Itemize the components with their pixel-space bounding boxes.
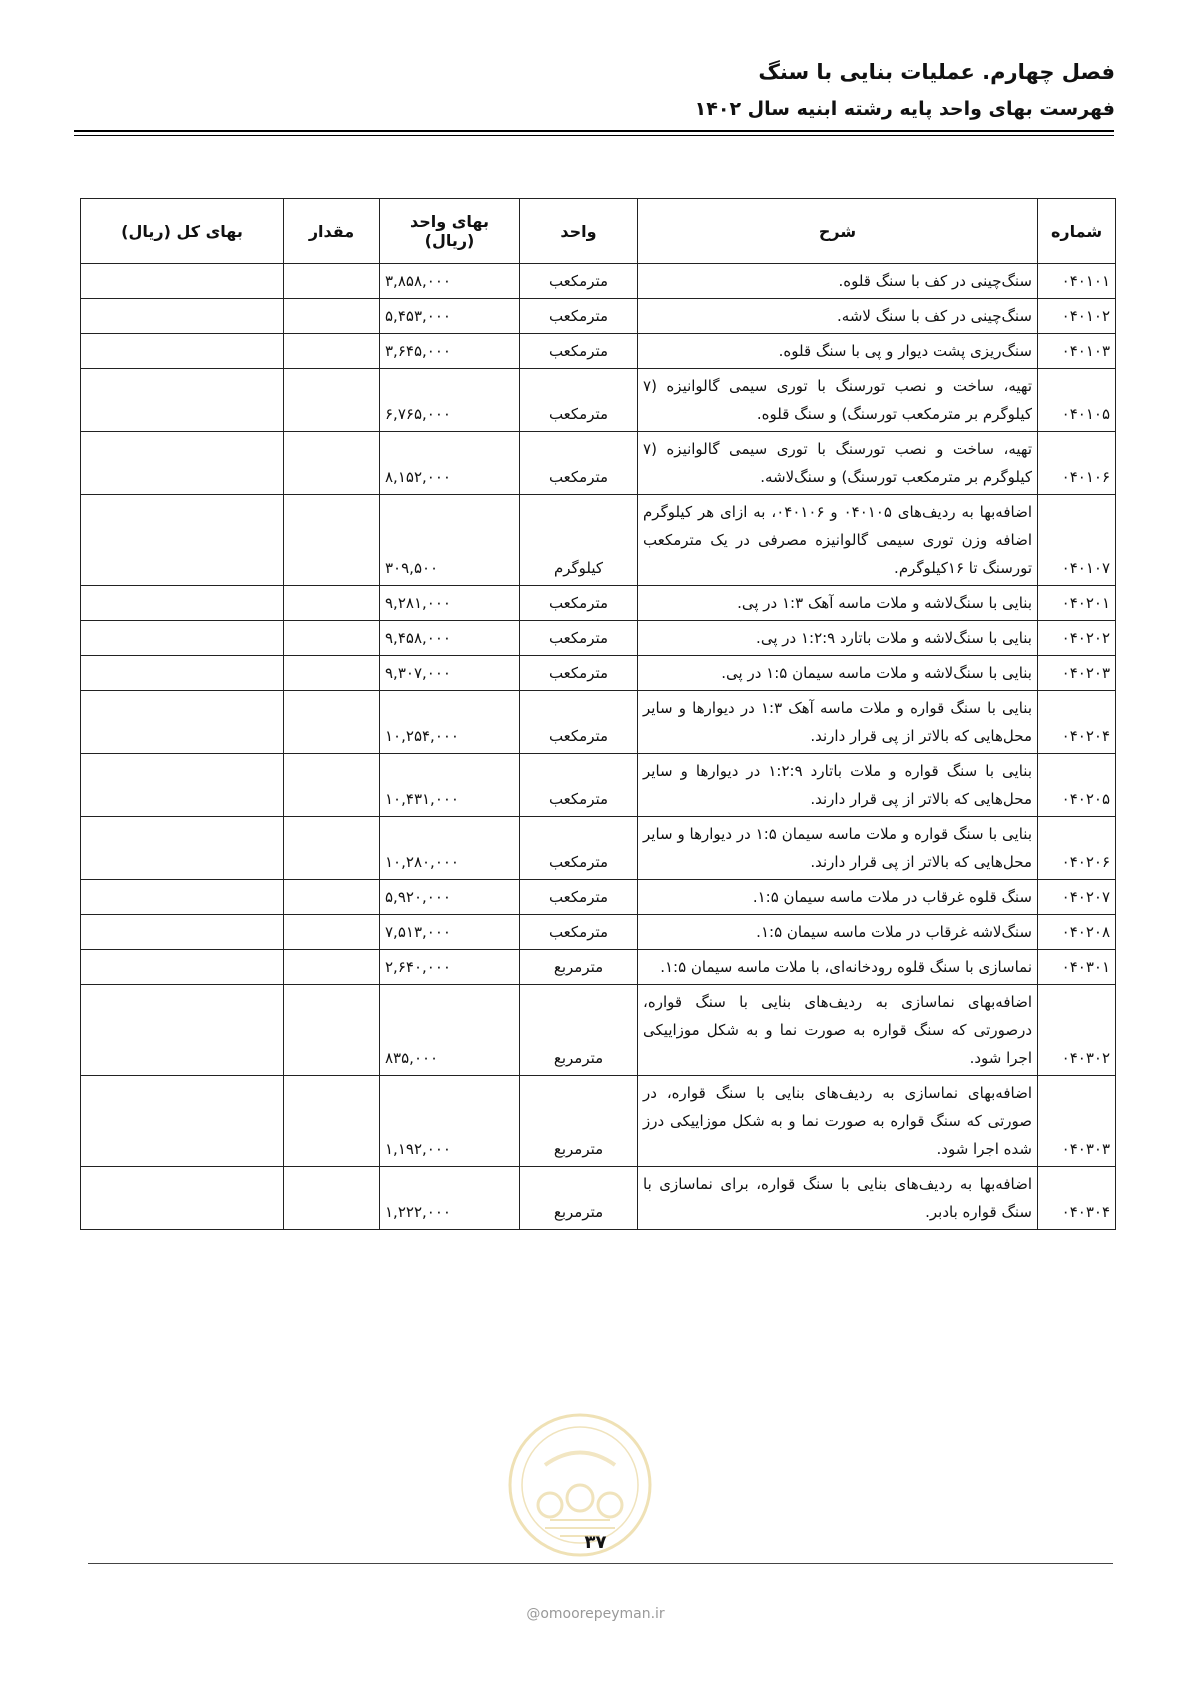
table-row xyxy=(81,1167,1116,1230)
row-number: ۰۴۰۱۰۱ xyxy=(1038,264,1116,299)
row-unit-price: ۵,۴۵۳,۰۰۰ xyxy=(380,299,520,334)
row-unit: مترمکعب xyxy=(520,299,638,334)
row-total-price xyxy=(81,1167,284,1230)
row-description: بنایی با سنگ‌لاشه و ملات ماسه آهک ۱:۳ در پی. xyxy=(638,586,1038,621)
row-unit-price: ۳,۸۵۸,۰۰۰ xyxy=(380,264,520,299)
row-unit: مترمربع xyxy=(520,1076,638,1167)
table-row xyxy=(81,691,1116,754)
row-total-price xyxy=(81,334,284,369)
row-description: سنگ‌چینی در کف با سنگ لاشه. xyxy=(638,299,1038,334)
row-quantity xyxy=(284,299,380,334)
row-unit-price: ۳,۶۴۵,۰۰۰ xyxy=(380,334,520,369)
table-row xyxy=(81,985,1116,1076)
row-unit-price: ۲,۶۴۰,۰۰۰ xyxy=(380,950,520,985)
row-unit-price: ۹,۳۰۷,۰۰۰ xyxy=(380,656,520,691)
row-unit: مترمربع xyxy=(520,1167,638,1230)
row-number: ۰۴۰۲۰۳ xyxy=(1038,656,1116,691)
row-quantity xyxy=(284,334,380,369)
row-number: ۰۴۰۲۰۷ xyxy=(1038,880,1116,915)
row-number: ۰۴۰۱۰۷ xyxy=(1038,495,1116,586)
table-row xyxy=(81,586,1116,621)
row-unit-price: ۹,۲۸۱,۰۰۰ xyxy=(380,586,520,621)
row-unit-price: ۸,۱۵۲,۰۰۰ xyxy=(380,432,520,495)
row-quantity xyxy=(284,586,380,621)
footer-rule xyxy=(88,1563,1113,1564)
column-header-quantity: مقدار xyxy=(284,199,380,264)
row-description: اضافه‌بهای نماسازی به ردیف‌های بنایی با سنگ قواره، درصورتی که سنگ قواره به صورت نما و به شکل موزاییکی اجرا شود. xyxy=(638,985,1038,1076)
row-total-price xyxy=(81,586,284,621)
table-row xyxy=(81,264,1116,299)
row-unit-price: ۶,۷۶۵,۰۰۰ xyxy=(380,369,520,432)
row-unit: مترمکعب xyxy=(520,880,638,915)
table-row xyxy=(81,817,1116,880)
table-row xyxy=(81,754,1116,817)
row-total-price xyxy=(81,985,284,1076)
row-unit: مترمکعب xyxy=(520,334,638,369)
row-total-price xyxy=(81,495,284,586)
row-total-price xyxy=(81,817,284,880)
row-unit: مترمکعب xyxy=(520,691,638,754)
row-quantity xyxy=(284,950,380,985)
column-header-number: شماره xyxy=(1038,199,1116,264)
row-number: ۰۴۰۲۰۵ xyxy=(1038,754,1116,817)
row-quantity xyxy=(284,754,380,817)
row-description: سنگ‌چینی در کف با سنگ قلوه. xyxy=(638,264,1038,299)
row-number: ۰۴۰۱۰۲ xyxy=(1038,299,1116,334)
row-unit-price: ۸۳۵,۰۰۰ xyxy=(380,985,520,1076)
table-row xyxy=(81,950,1116,985)
row-unit: مترمکعب xyxy=(520,621,638,656)
row-quantity xyxy=(284,656,380,691)
row-unit-price: ۱,۲۲۲,۰۰۰ xyxy=(380,1167,520,1230)
row-total-price xyxy=(81,691,284,754)
row-unit: مترمکعب xyxy=(520,369,638,432)
row-unit: مترمکعب xyxy=(520,915,638,950)
row-quantity xyxy=(284,1167,380,1230)
row-unit: مترمکعب xyxy=(520,656,638,691)
column-header-description: شرح xyxy=(638,199,1038,264)
row-total-price xyxy=(81,950,284,985)
table-row xyxy=(81,621,1116,656)
row-unit-price: ۱۰,۲۸۰,۰۰۰ xyxy=(380,817,520,880)
row-number: ۰۴۰۲۰۶ xyxy=(1038,817,1116,880)
row-description: سنگ قلوه غرقاب در ملات ماسه سیمان ۱:۵. xyxy=(638,880,1038,915)
row-description: بنایی با سنگ قواره و ملات ماسه آهک ۱:۳ در دیوارها و سایر محل‌هایی که بالاتر از پی قرار دارند. xyxy=(638,691,1038,754)
row-quantity xyxy=(284,817,380,880)
page-number: ۳۷ xyxy=(584,1532,607,1553)
row-description: تهیه، ساخت و نصب تورسنگ با توری سیمی گالوانیزه (۷ کیلوگرم بر مترمکعب تورسنگ) و سنگ‌لاشه. xyxy=(638,432,1038,495)
table-row xyxy=(81,656,1116,691)
table-row xyxy=(81,299,1116,334)
header-rule-thin xyxy=(74,135,1114,136)
row-total-price xyxy=(81,369,284,432)
row-unit-price: ۹,۴۵۸,۰۰۰ xyxy=(380,621,520,656)
row-quantity xyxy=(284,691,380,754)
column-header-unit: واحد xyxy=(520,199,638,264)
table-row xyxy=(81,915,1116,950)
row-quantity xyxy=(284,495,380,586)
row-total-price xyxy=(81,656,284,691)
table-row xyxy=(81,880,1116,915)
footer-handle: @omoorepeyman.ir xyxy=(526,1606,665,1622)
row-description: اضافه‌بهای نماسازی به ردیف‌های بنایی با سنگ قواره، در صورتی که سنگ قواره به صورت نما و به شکل موزاییکی درز شده اجرا شود. xyxy=(638,1076,1038,1167)
document-subtitle: فهرست بهای واحد پایه رشته ابنیه سال ۱۴۰۲ xyxy=(694,98,1115,120)
row-number: ۰۴۰۳۰۱ xyxy=(1038,950,1116,985)
row-description: بنایی با سنگ‌لاشه و ملات باتارد ۱:۲:۹ در پی. xyxy=(638,621,1038,656)
row-total-price xyxy=(81,264,284,299)
row-total-price xyxy=(81,915,284,950)
row-unit-price: ۱,۱۹۲,۰۰۰ xyxy=(380,1076,520,1167)
row-total-price xyxy=(81,299,284,334)
row-unit: کیلوگرم xyxy=(520,495,638,586)
row-number: ۰۴۰۱۰۳ xyxy=(1038,334,1116,369)
row-quantity xyxy=(284,880,380,915)
row-unit: مترمربع xyxy=(520,950,638,985)
table-row xyxy=(81,432,1116,495)
row-unit: مترمکعب xyxy=(520,586,638,621)
row-description: سنگ‌لاشه غرقاب در ملات ماسه سیمان ۱:۵. xyxy=(638,915,1038,950)
row-number: ۰۴۰۳۰۲ xyxy=(1038,985,1116,1076)
row-description: بنایی با سنگ قواره و ملات باتارد ۱:۲:۹ در دیوارها و سایر محل‌هایی که بالاتر از پی قرار دارند. xyxy=(638,754,1038,817)
header-rule xyxy=(74,130,1114,132)
row-total-price xyxy=(81,432,284,495)
row-number: ۰۴۰۳۰۳ xyxy=(1038,1076,1116,1167)
row-description: تهیه، ساخت و نصب تورسنگ با توری سیمی گالوانیزه (۷ کیلوگرم بر مترمکعب تورسنگ) و سنگ قلوه. xyxy=(638,369,1038,432)
row-quantity xyxy=(284,915,380,950)
row-total-price xyxy=(81,754,284,817)
row-quantity xyxy=(284,1076,380,1167)
table-row xyxy=(81,495,1116,586)
row-number: ۰۴۰۲۰۱ xyxy=(1038,586,1116,621)
row-unit-price: ۳۰۹,۵۰۰ xyxy=(380,495,520,586)
row-description: اضافه‌بها به ردیف‌های بنایی با سنگ قواره، برای نماسازی با سنگ قواره بادبر. xyxy=(638,1167,1038,1230)
column-header-unit-price: بهای واحد (ریال) xyxy=(380,199,520,264)
row-total-price xyxy=(81,880,284,915)
table-header-row xyxy=(81,199,1116,264)
row-unit: مترمربع xyxy=(520,985,638,1076)
row-number: ۰۴۰۱۰۵ xyxy=(1038,369,1116,432)
row-quantity xyxy=(284,985,380,1076)
row-unit-price: ۷,۵۱۳,۰۰۰ xyxy=(380,915,520,950)
row-number: ۰۴۰۲۰۸ xyxy=(1038,915,1116,950)
row-description: سنگ‌ریزی پشت دیوار و پی با سنگ قلوه. xyxy=(638,334,1038,369)
row-unit: مترمکعب xyxy=(520,264,638,299)
table-row xyxy=(81,334,1116,369)
row-description: اضافه‌بها به ردیف‌های ۰۴۰۱۰۵ و ۰۴۰۱۰۶، به ازای هر کیلوگرم اضافه وزن توری سیمی گالوانیزه مصرفی در یک مترمکعب تورسنگ تا ۱۶کیلوگرم. xyxy=(638,495,1038,586)
row-unit: مترمکعب xyxy=(520,432,638,495)
row-unit: مترمکعب xyxy=(520,754,638,817)
table-row xyxy=(81,1076,1116,1167)
row-description: نماسازی با سنگ قلوه رودخانه‌ای، با ملات ماسه سیمان ۱:۵. xyxy=(638,950,1038,985)
row-unit-price: ۵,۹۲۰,۰۰۰ xyxy=(380,880,520,915)
table-row xyxy=(81,369,1116,432)
row-quantity xyxy=(284,621,380,656)
price-table xyxy=(80,198,1116,1230)
row-unit-price: ۱۰,۲۵۴,۰۰۰ xyxy=(380,691,520,754)
row-number: ۰۴۰۱۰۶ xyxy=(1038,432,1116,495)
row-quantity xyxy=(284,432,380,495)
row-description: بنایی با سنگ قواره و ملات ماسه سیمان ۱:۵ در دیوارها و سایر محل‌هایی که بالاتر از پی قرار دارند. xyxy=(638,817,1038,880)
row-number: ۰۴۰۲۰۴ xyxy=(1038,691,1116,754)
row-quantity xyxy=(284,369,380,432)
row-description: بنایی با سنگ‌لاشه و ملات ماسه سیمان ۱:۵ در پی. xyxy=(638,656,1038,691)
row-number: ۰۴۰۲۰۲ xyxy=(1038,621,1116,656)
row-total-price xyxy=(81,621,284,656)
row-unit-price: ۱۰,۴۳۱,۰۰۰ xyxy=(380,754,520,817)
row-unit: مترمکعب xyxy=(520,817,638,880)
row-quantity xyxy=(284,264,380,299)
column-header-total-price: بهای کل (ریال) xyxy=(81,199,284,264)
chapter-title: فصل چهارم. عملیات بنایی با سنگ xyxy=(758,60,1115,84)
row-total-price xyxy=(81,1076,284,1167)
row-number: ۰۴۰۳۰۴ xyxy=(1038,1167,1116,1230)
